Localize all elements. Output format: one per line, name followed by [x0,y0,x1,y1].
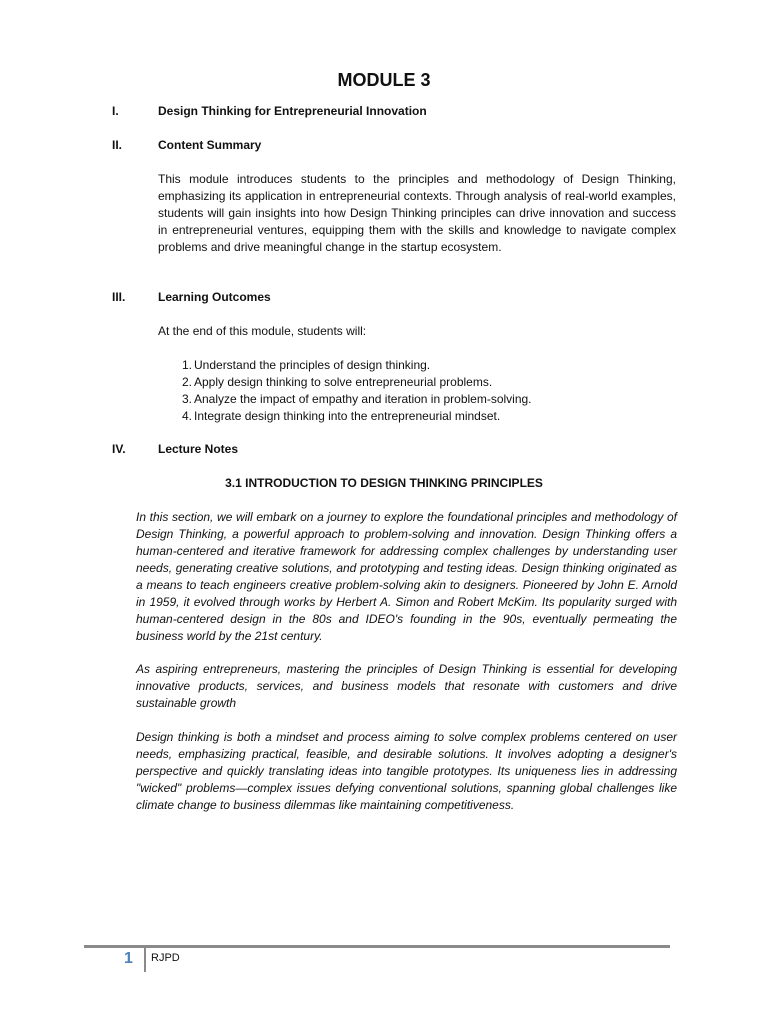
section-numeral: II. [112,138,123,152]
page-title: MODULE 3 [337,70,431,90]
subsection-heading: 3.1 INTRODUCTION TO DESIGN THINKING PRINCIPLES [225,476,543,490]
section-heading-3 [112,289,271,306]
list-number: 3. [182,392,193,406]
list-item [182,374,532,391]
section-numeral: I. [112,104,119,118]
list-number: 1. [182,358,193,372]
list-item [182,408,532,425]
list-text: Integrate design thinking into the entrepreneurial mindset. [194,409,501,423]
list-item [182,357,532,374]
section-heading-4 [112,441,238,458]
section-numeral: IV. [112,442,126,456]
footer-divider [144,948,146,972]
lecture-paragraph-3: Design thinking is both a mindset and process aiming to solve complex problems centered on user needs, emphasizing practical, feasible, and desirable solutions. It involves adopting a designer's perspective and quickly translating ideas into tangible prototypes. Its uniqueness lies in addressing "wicked" problems—complex issues defying conventional solutions, spanning global challenges like climate change to business dilemmas like maintaining competitiveness. [136,730,677,812]
lecture-paragraph-2: As aspiring entrepreneurs, mastering the principles of Design Thinking is essential for developing innovative products, services, and business models that resonate with customers and drive sustainable growth [136,662,677,710]
list-item [182,391,532,408]
footer-text: RJPD [151,952,180,964]
section-title: Lecture Notes [158,442,239,456]
learning-outcomes-list [182,357,532,425]
section-title: Learning Outcomes [158,290,271,304]
list-number: 4. [182,409,193,423]
lecture-paragraph-1: In this section, we will embark on a journey to explore the foundational principles and methodology of Design Thinking, a powerful approach to problem-solving and innovation. Design Thinking offers a human-centered and iterative framework for addressing complex challenges by understanding user needs, generating creative solutions, and prototyping and testing ideas. Design thinking originated as a means to teach engineers creative problem-solving akin to designers. Pioneered by John E. Arnold in 1959, it evolved through works by Herbert A. Simon and Robert McKim. Its popularity surged with human-centered design in the 80s and IDEO's founding in the 90s, eventually permeating the business world by the 21st century. [136,510,677,643]
list-text: Apply design thinking to solve entrepreneurial problems. [194,375,493,389]
list-text: Analyze the impact of empathy and iteration in problem-solving. [194,392,532,406]
outcomes-intro: At the end of this module, students will: [158,324,367,338]
page-number: 1 [124,950,133,967]
list-text: Understand the principles of design thinking. [194,358,431,372]
section-title: Design Thinking for Entrepreneurial Innovation [158,104,427,118]
section-title: Content Summary [158,138,262,152]
section-heading-2 [112,137,261,154]
footer-rule [84,945,670,948]
content-summary-paragraph: This module introduces students to the principles and methodology of Design Thinking, emphasizing its application in entrepreneurial contexts. Through analysis of real-world examples, students will gain insights into how Design Thinking principles can drive innovation and success in entrepreneurial ventures, equipping them with the skills and knowledge to navigate complex problems and drive meaningful change in the startup ecosystem. [158,172,676,254]
list-number: 2. [182,375,193,389]
section-numeral: III. [112,290,126,304]
section-heading-1 [112,103,427,120]
